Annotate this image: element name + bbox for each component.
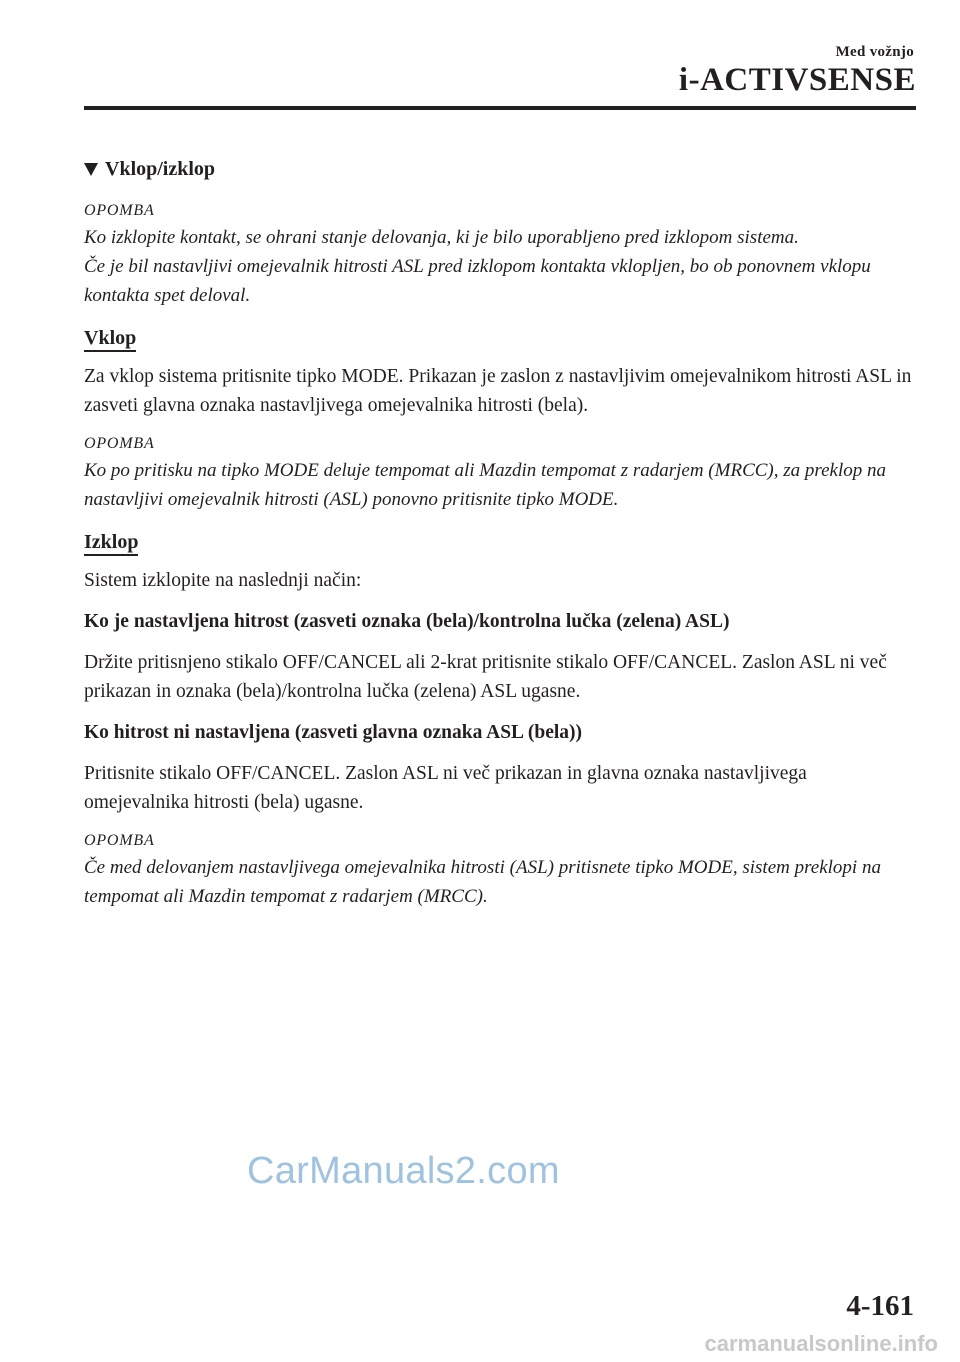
case2-text: Pritisnite stikalo OFF/CANCEL. Zaslon ASL ni več prikazan in glavna oznaka nastavljivega omejevalnika hitrosti (bela) ugasne. xyxy=(84,763,807,813)
site-footer-link[interactable]: carmanualsonline.info xyxy=(704,1331,938,1356)
izklop-intro: Sistem izklopite na naslednji način: xyxy=(84,570,362,591)
note-text: Če je bil nastavljivi omejevalnik hitrosti ASL pred izklopom kontakta vklopljen, bo ob ponovnem vklopu kontakta spet deloval. xyxy=(84,256,871,306)
note-block-1 xyxy=(84,199,914,310)
page-number: 4-161 xyxy=(846,1290,914,1322)
subheading-vklop: Vklop xyxy=(84,326,136,352)
case1-title: Ko je nastavljena hitrost (zasveti oznaka (bela)/kontrolna lučka (zelena) ASL) xyxy=(84,611,730,632)
note-label: OPOMBA xyxy=(84,832,155,849)
header-rule xyxy=(84,106,916,110)
subheading-izklop: Izklop xyxy=(84,530,138,556)
note-label: OPOMBA xyxy=(84,435,155,452)
note-block-3 xyxy=(84,829,914,911)
watermark: CarManuals2.com xyxy=(247,1150,560,1192)
note-block-2 xyxy=(84,432,914,514)
page-content xyxy=(84,158,914,921)
note-text: Ko po pritisku na tipko MODE deluje tempomat ali Mazdin tempomat z radarjem (MRCC), za preklop na nastavljivi omejevalnik hitrosti (ASL) ponovno pritisnite tipko MODE. xyxy=(84,460,886,510)
section-heading-text: Vklop/izklop xyxy=(105,158,216,180)
vklop-text: Za vklop sistema pritisnite tipko MODE. Prikazan je zaslon z nastavljivim omejevalnikom hitrosti ASL in zasveti glavna oznaka nastavljivega omejevalnika hitrosti (bela). xyxy=(84,366,912,416)
note-text: Ko izklopite kontakt, se ohrani stanje delovanja, ki je bilo uporabljeno pred izklopom sistema. xyxy=(84,227,799,248)
triangle-down-icon xyxy=(84,163,98,176)
section-title: Med vožnjo xyxy=(835,44,914,60)
note-text: Če med delovanjem nastavljivega omejevalnika hitrosti (ASL) pritisnete tipko MODE, sistem preklopi na tempomat ali Mazdin tempomat z radarjem (MRCC). xyxy=(84,857,881,907)
chapter-title: i-ACTIVSENSE xyxy=(678,62,916,98)
note-label: OPOMBA xyxy=(84,202,155,219)
section-heading xyxy=(84,158,914,181)
case2-title: Ko hitrost ni nastavljena (zasveti glavna oznaka ASL (bela)) xyxy=(84,722,583,743)
case1-text: Držite pritisnjeno stikalo OFF/CANCEL ali 2-krat pritisnite stikalo OFF/CANCEL. Zaslon ASL ni več prikazan in oznaka (bela)/kontrolna lučka (zelena) ASL ugasne. xyxy=(84,652,887,702)
